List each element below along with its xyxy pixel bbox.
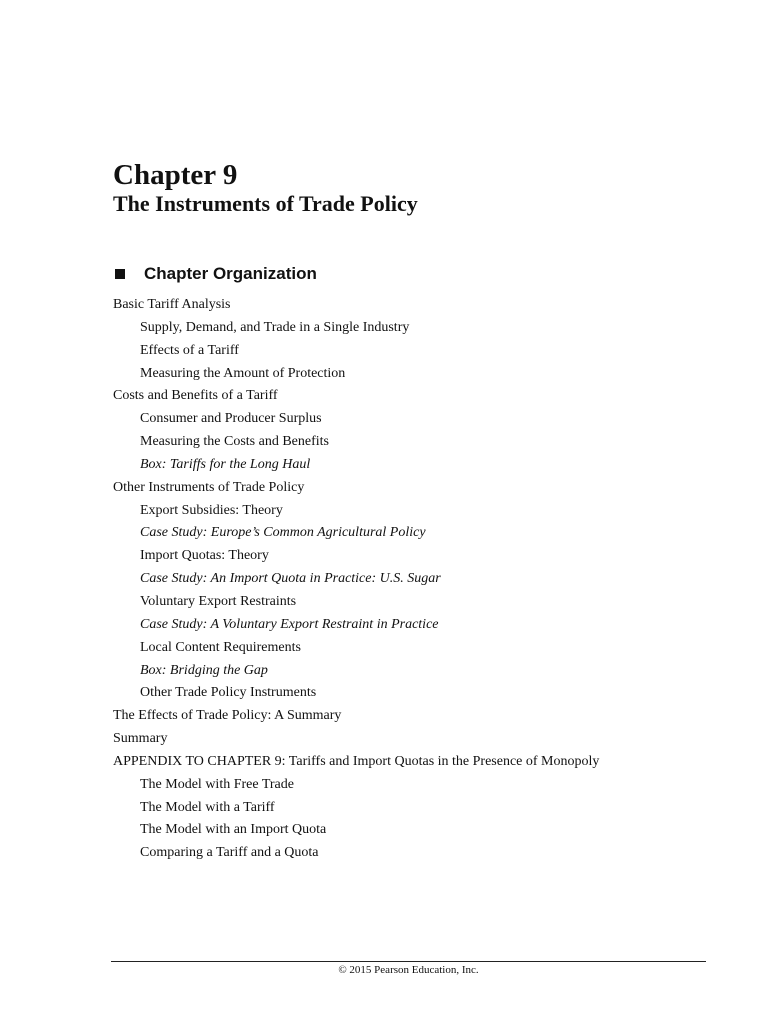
footer-divider	[111, 961, 706, 962]
chapter-number: Chapter 9	[113, 159, 238, 191]
outline-section-item: Other Instruments of Trade Policy	[113, 479, 305, 495]
outline-subsection-item: Import Quotas: Theory	[140, 548, 269, 564]
square-bullet-icon	[115, 269, 125, 279]
outline-subsection-item: Local Content Requirements	[140, 639, 301, 655]
outline-subsection-item: Box: Bridging the Gap	[140, 662, 268, 678]
outline-subsection-item: Case Study: A Voluntary Export Restraint in Practice	[140, 616, 439, 632]
outline-subsection-item: The Model with a Tariff	[140, 799, 275, 815]
outline-section-item: Costs and Benefits of a Tariff	[113, 388, 278, 404]
chapter-title: The Instruments of Trade Policy	[113, 191, 418, 216]
footer-copyright: © 2015 Pearson Education, Inc.	[338, 964, 479, 976]
outline-section-item: Summary	[113, 731, 168, 747]
chapter-outline	[113, 294, 599, 865]
section-heading-text: Chapter Organization	[144, 264, 317, 283]
outline-subsection-item: Measuring the Costs and Benefits	[140, 434, 329, 450]
outline-subsection-item: Measuring the Amount of Protection	[140, 365, 346, 381]
outline-subsection-item: Case Study: An Import Quota in Practice: U.S. Sugar	[140, 571, 441, 587]
outline-section-item: Basic Tariff Analysis	[113, 297, 231, 312]
outline-subsection-item: The Model with Free Trade	[140, 776, 294, 792]
outline-subsection-item: Voluntary Export Restraints	[140, 593, 297, 609]
outline-subsection-item: Comparing a Tariff and a Quota	[140, 845, 319, 861]
outline-subsection-item: Consumer and Producer Surplus	[140, 411, 322, 427]
section-heading	[113, 262, 317, 286]
outline-subsection-item: Export Subsidies: Theory	[140, 502, 283, 518]
outline-subsection-item: The Model with an Import Quota	[140, 822, 327, 838]
outline-subsection-item: Box: Tariffs for the Long Haul	[140, 456, 311, 472]
outline-section-item: APPENDIX TO CHAPTER 9: Tariffs and Import Quotas in the Presence of Monopoly	[113, 753, 600, 769]
outline-subsection-item: Supply, Demand, and Trade in a Single Industry	[140, 319, 410, 335]
outline-subsection-item: Case Study: Europe’s Common Agricultural Policy	[140, 525, 426, 541]
outline-subsection-item: Effects of a Tariff	[140, 342, 239, 358]
outline-section-item: The Effects of Trade Policy: A Summary	[113, 708, 342, 724]
outline-subsection-item: Other Trade Policy Instruments	[140, 685, 317, 701]
